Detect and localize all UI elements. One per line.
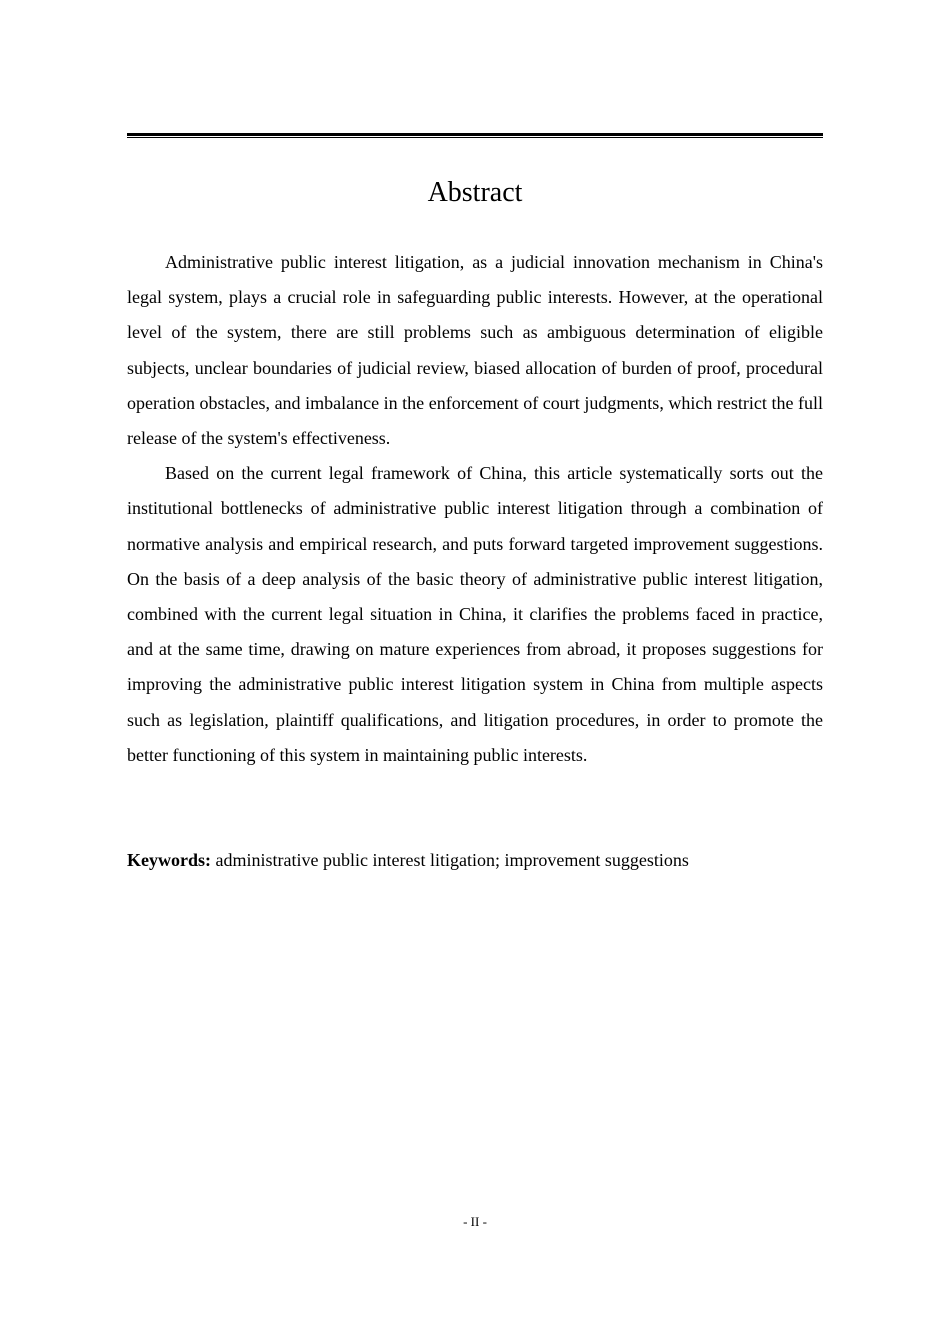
keywords-line (127, 843, 823, 878)
keywords-label: Keywords: (127, 850, 211, 870)
header-double-rule (127, 133, 823, 139)
header-rule-thin-line (127, 137, 823, 138)
page-number: - II - (463, 1214, 487, 1229)
abstract-title: Abstract (427, 177, 523, 208)
abstract-paragraph-1: Administrative public interest litigation, as a judicial innovation mechanism in China's legal system, plays a crucial role in safeguarding public interests. However, at the operational level of the system, there are still problems such as ambiguous determination of eligible subjects, unclear boundaries of judicial review, biased allocation of burden of proof, procedural operation obstacles, and imbalance in the enforcement of court judgments, which restrict the full release of the system's effectiveness. (127, 252, 823, 449)
abstract-body (127, 245, 823, 773)
header-rule-thick-line (127, 133, 823, 136)
keywords-text: administrative public interest litigation; improvement suggestions (211, 850, 689, 870)
abstract-paragraph-2: Based on the current legal framework of China, this article systematically sorts out the institutional bottlenecks of administrative public interest litigation through a combination of normative analysis and empirical research, and puts forward targeted improvement suggestions. On the basis of a deep analysis of the basic theory of administrative public interest litigation, combined with the current legal situation in China, it clarifies the problems faced in practice, and at the same time, drawing on mature experiences from abroad, it proposes suggestions for improving the administrative public interest litigation system in China from multiple aspects such as legislation, plaintiff qualifications, and litigation procedures, in order to promote the better functioning of this system in maintaining public interests. (127, 463, 823, 765)
